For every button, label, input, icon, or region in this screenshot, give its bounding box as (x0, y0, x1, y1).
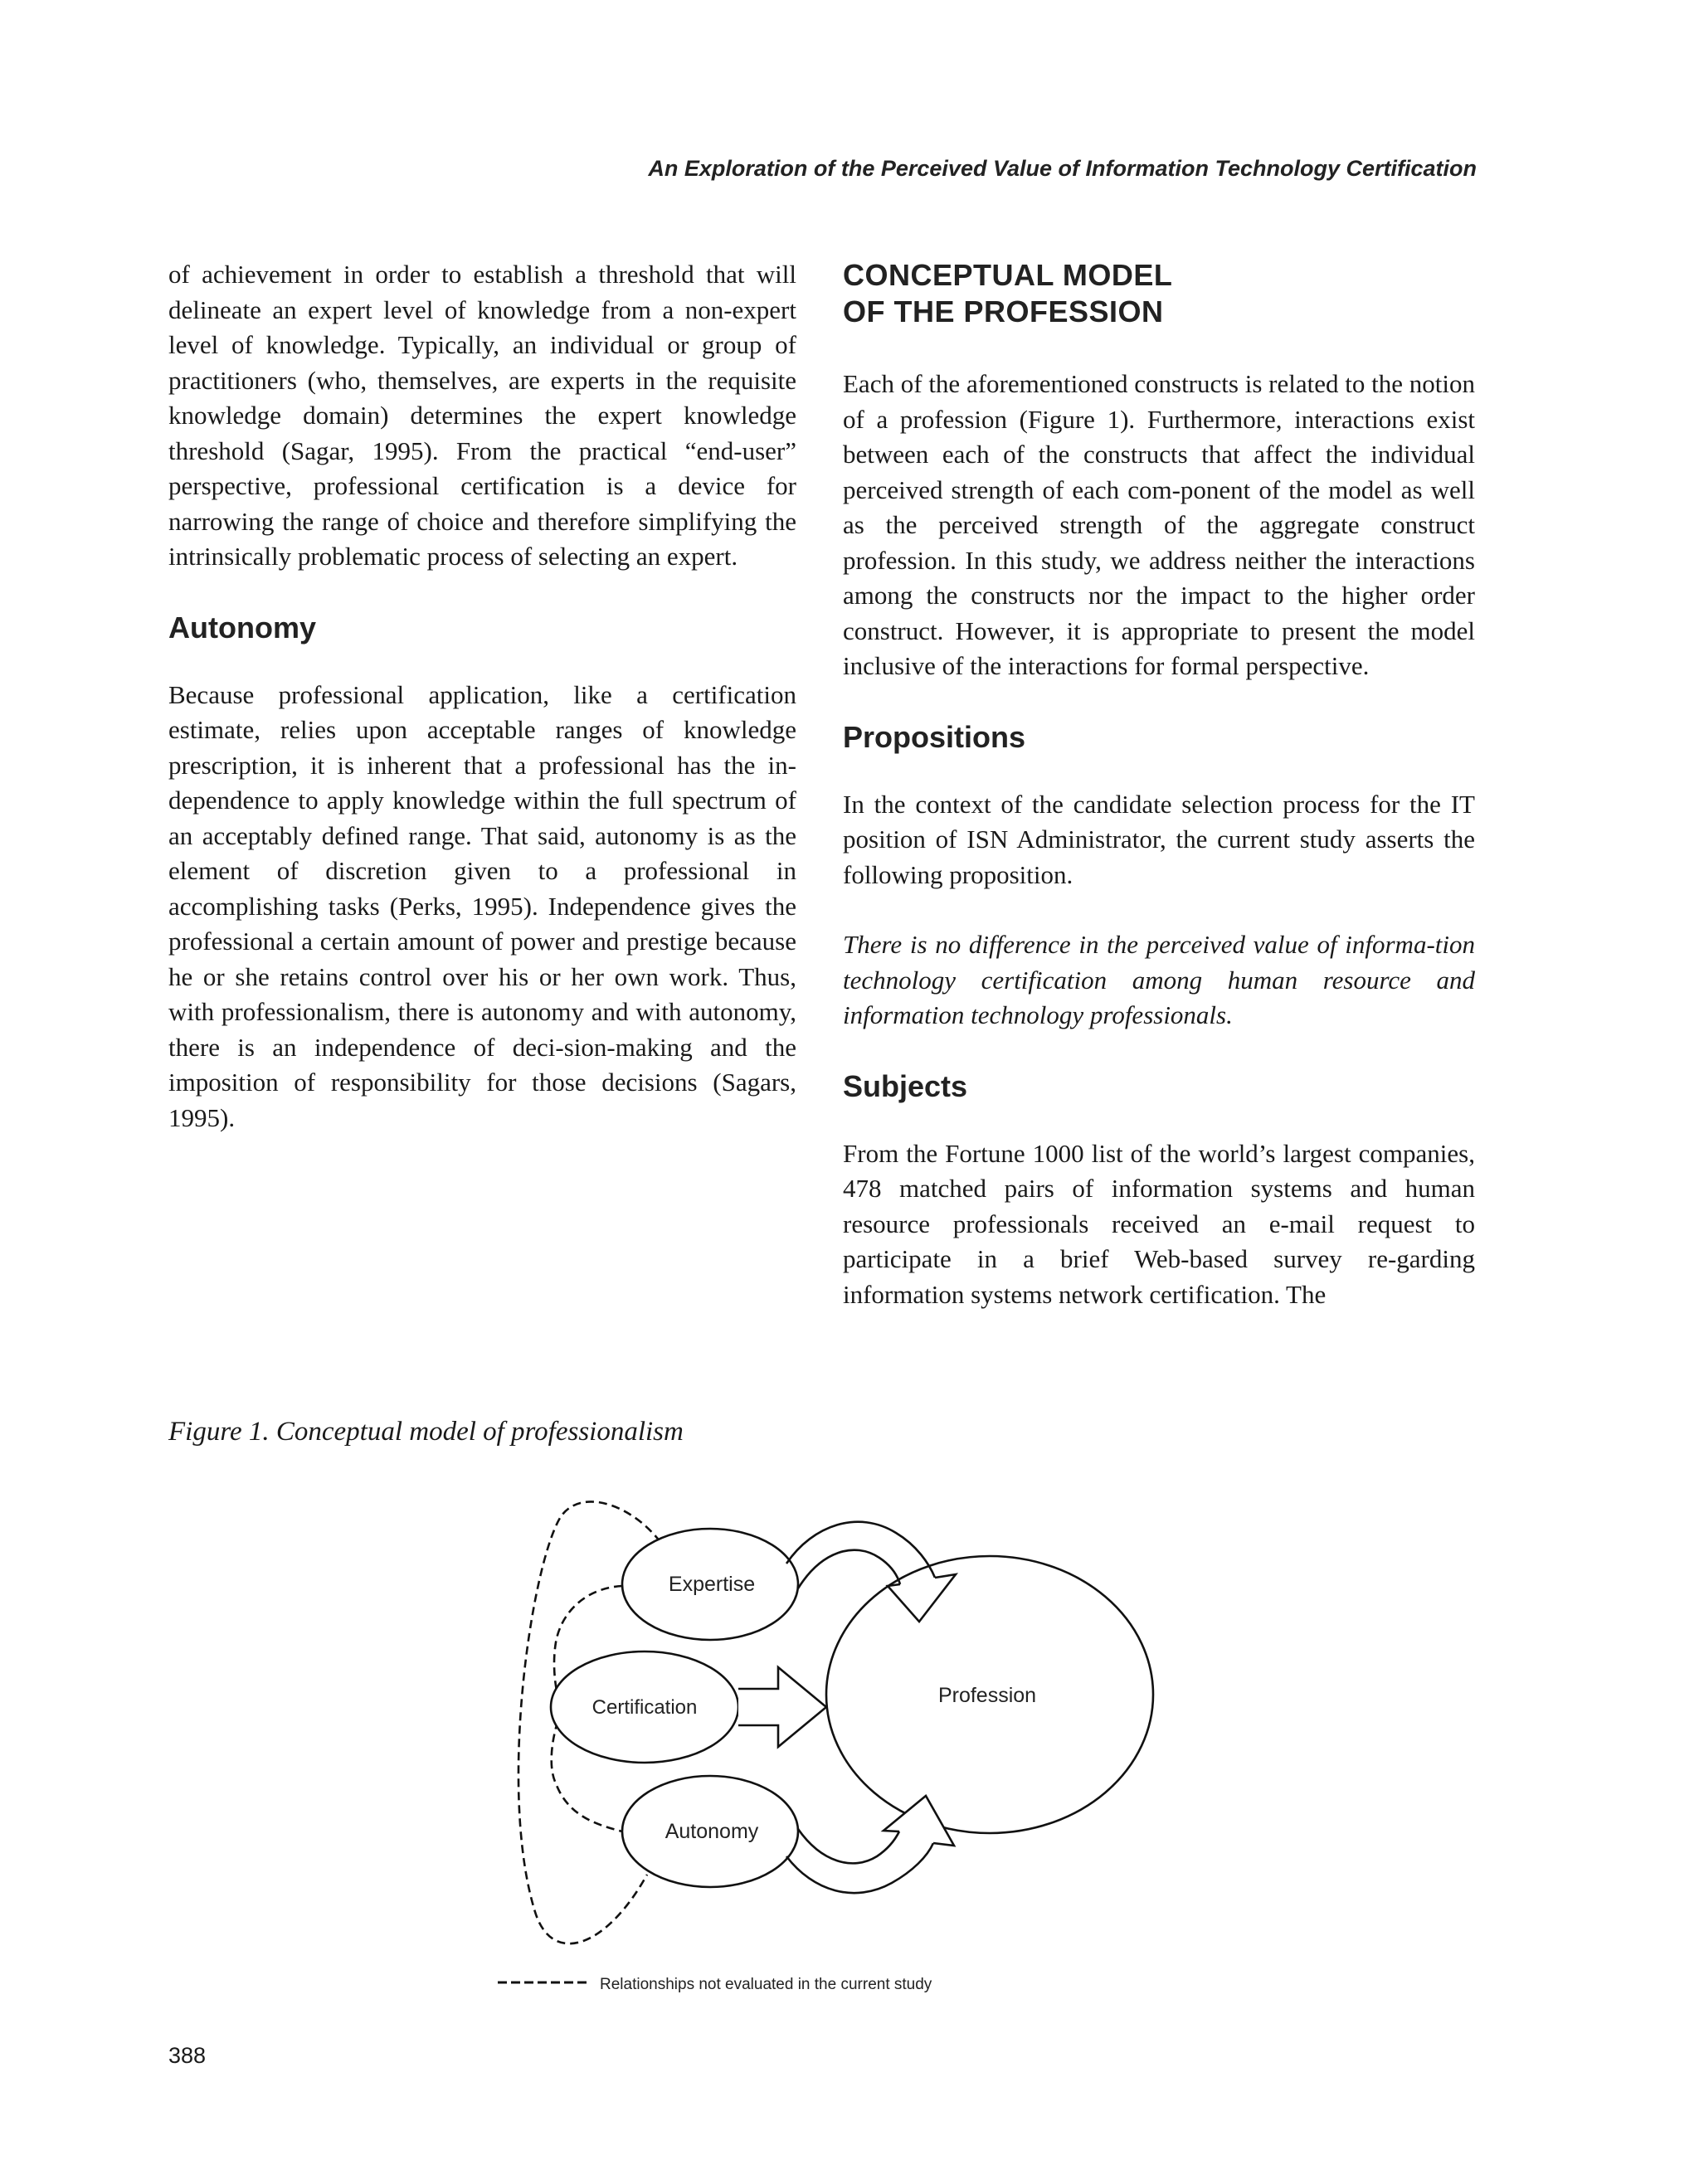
left-column (168, 257, 796, 1136)
right-paragraph-2: In the context of the candidate selection process for the IT position of ISN Administrator, the current study asserts the following proposition. (843, 789, 1475, 889)
proposition-statement: There is no difference in the perceived value of informa-tion technology certification among human resource and information technology professionals. (843, 930, 1475, 1029)
section-heading-line-1: CONCEPTUAL MODEL (843, 258, 1173, 292)
legend-text: Relationships not evaluated in the current study (600, 1976, 932, 1993)
right-column (843, 257, 1475, 1312)
node-expertise-label: Expertise (668, 1573, 756, 1596)
running-head: An Exploration of the Perceived Value of Information Technology Certification (648, 156, 1477, 181)
node-autonomy-label: Autonomy (665, 1820, 759, 1843)
heading-subjects: Subjects (843, 1068, 968, 1103)
figure-caption: Figure 1. Conceptual model of professionalism (168, 1417, 684, 1447)
arrow-certification-to-profession (738, 1667, 826, 1747)
page-number: 388 (168, 2043, 207, 2068)
left-paragraph-2: Because professional application, like a certification estimate, relies upon acceptable ranges of knowledge prescription, it is inherent that a professional has the in-dependence to apply knowledge within the full spectrum of an acceptably defined range. That said, autonomy is as the element of discretion given to a professional in accomplishing tasks (Perks, 1995). Independence gives the professional a certain amount of power and prestige because he or she retains control over his or her own work. Thus, with professionalism, there is autonomy and with autonomy, there is an independence of deci-sion-making and the imposition of responsibility for those decisions (Sagars, 1995). (168, 679, 796, 1132)
section-heading (843, 257, 1475, 330)
section-heading-line-2: OF THE PROFESSION (843, 294, 1164, 328)
heading-propositions: Propositions (843, 719, 1026, 754)
right-paragraph-3: From the Fortune 1000 list of the world’s largest companies, 478 matched pairs of information systems and human resource professionals received an e-mail request to participate in a brief Web-based survey re-garding information systems network certification. The (843, 1138, 1475, 1309)
node-profession-label: Profession (937, 1684, 1037, 1707)
arrow-autonomy-to-profession (786, 1796, 954, 1893)
heading-autonomy: Autonomy (168, 610, 316, 644)
right-paragraph-1: Each of the aforementioned constructs is related to the notion of a profession (Figure 1). Furthermore, interactions exist between each of the constructs that affect the individual perceived strength of each com-ponent of the model as well as the perceived strength of the aggregate construct profession. In this study, we address neither the interactions among the constructs nor the impact to the higher order construct. However, it is appropriate to present the model inclusive of the interactions for formal perspective. (843, 369, 1475, 680)
node-certification-label: Certification (591, 1696, 698, 1719)
left-paragraph-1: of achievement in order to establish a threshold that will delineate an expert level of knowledge from a non-expert level of knowledge. Typically, an individual or group of practitioners (who, themselves, are experts in the requisite knowledge domain) determines the expert knowledge threshold (Sagar, 1995). From the practical “end-user” perspective, professional certification is a device for narrowing the range of choice and therefore simplifying the intrinsically problematic process of selecting an expert. (168, 260, 796, 571)
conceptual-model-figure (465, 1460, 1178, 2007)
